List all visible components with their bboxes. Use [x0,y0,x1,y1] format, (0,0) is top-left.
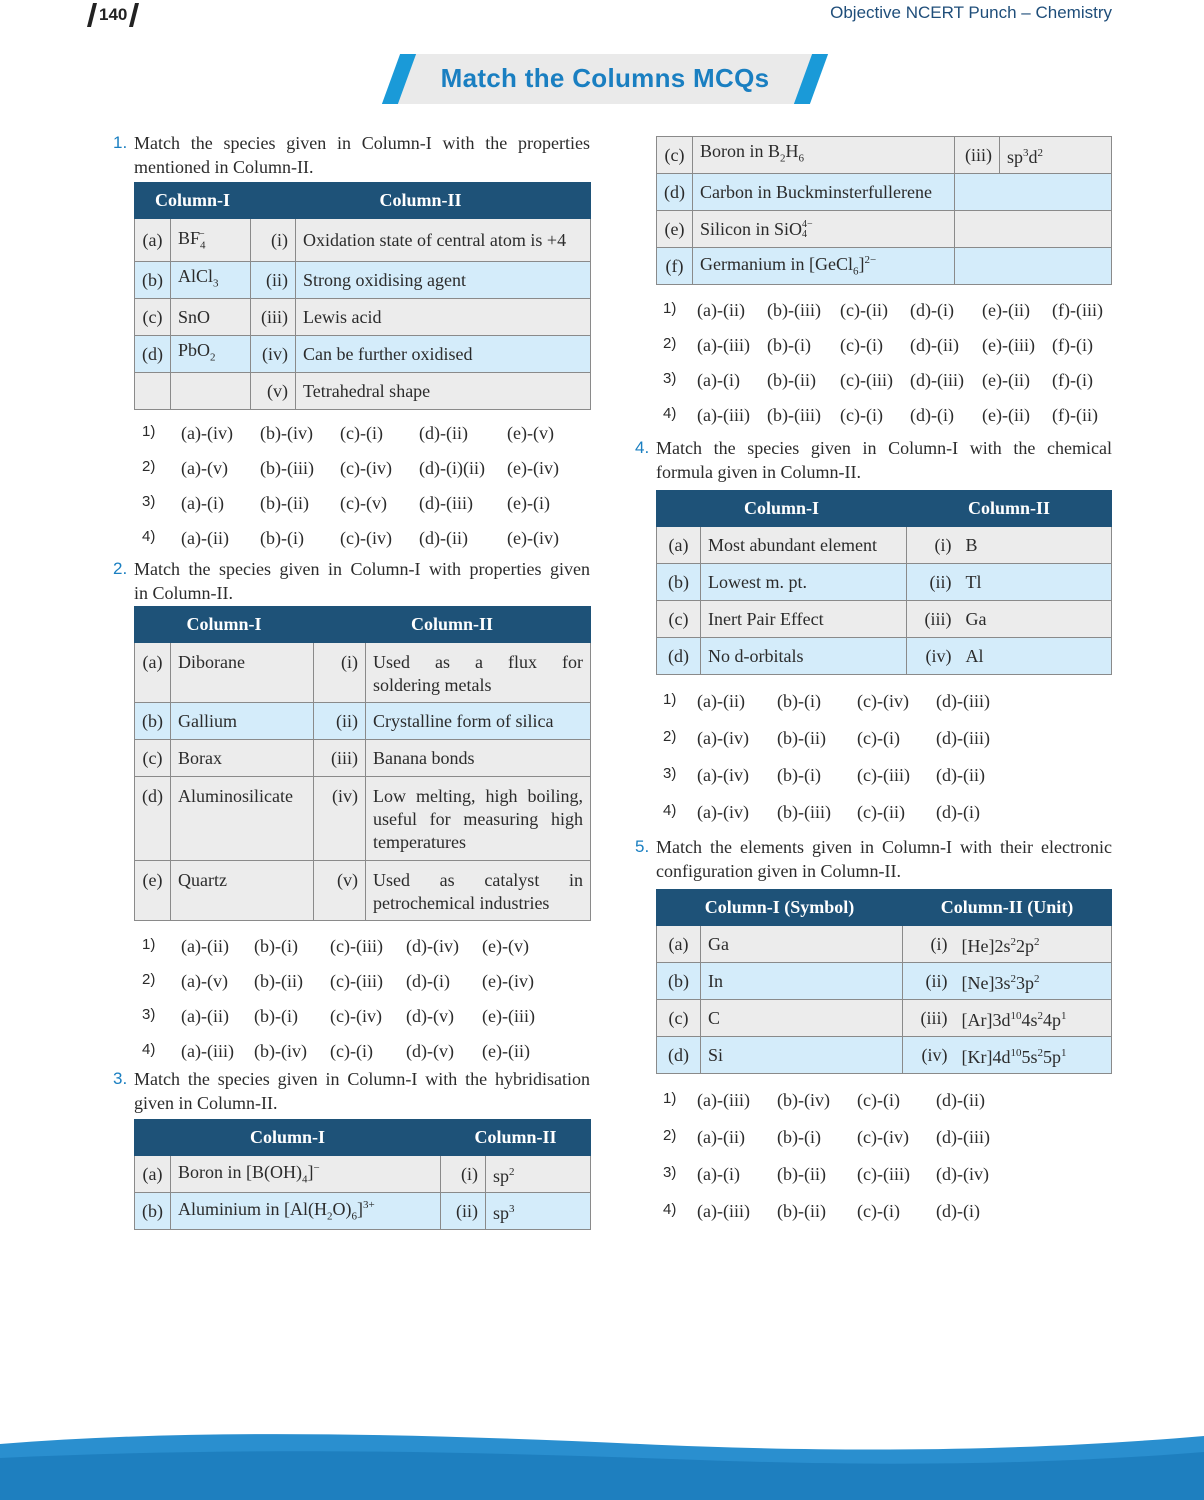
option-pair: (b)-(ii) [777,1164,826,1184]
row-configuration: $[Ne]3s^23p^2$ [955,963,1112,1000]
table-row [135,262,591,299]
option-pair: (b)-(ii) [777,1201,826,1221]
section-banner [381,54,829,104]
option-pair: (c)-(iv) [857,691,909,711]
option-pair: (d)-(i) [406,971,450,991]
row-key: (b) [135,1193,171,1230]
row-species: PbO$_2$ [171,336,251,373]
option-pair: (b)-(i) [777,1127,821,1147]
question-text-line: mentioned in Column-II. [134,157,314,177]
option-pair: (d)-(ii) [419,528,468,548]
table-row [657,137,1112,174]
row-numeral: (iv) [903,1037,955,1074]
table-row [135,643,591,703]
table-row [657,963,1112,1000]
row-species: Gallium [171,703,314,740]
page-number-value: 140 [99,5,128,24]
row-key: (c) [135,299,171,336]
option-number: 4) [663,405,677,422]
question-text-line: configuration given in Column-II. [656,861,901,881]
table-row [657,1037,1112,1074]
row-property: Lewis acid [296,299,591,336]
option-pair: (f)-(ii) [1052,405,1098,425]
option-pair: (d)-(ii) [936,1090,985,1110]
option-pair: (c)-(i) [857,1090,900,1110]
option-pair: (c)-(i) [857,728,900,748]
row-numeral: (i) [251,219,296,262]
option-pair: (e)-(v) [482,936,529,956]
property-line: useful for measuring high [373,809,583,829]
option-pair: (b)-(iii) [260,458,314,478]
option-pair: (e)-(ii) [482,1041,530,1061]
row-numeral: (iv) [314,777,366,861]
option-pair: (a)-(ii) [697,300,745,320]
option-pair: (e)-(v) [507,423,554,443]
option-pair: (d)-(i) [936,802,980,822]
table-row [657,564,1112,601]
table-row [657,638,1112,675]
row-numeral: (iii) [907,601,959,638]
option-pair: (b)-(ii) [260,493,309,513]
column-2-header: Column-II [907,491,1112,527]
match-table-q5 [656,889,1112,1074]
option-pair: (a)-(iv) [697,802,749,822]
row-species: Boron in $B_2H_6$ [693,137,955,174]
column-1-header: Column-I (Symbol) [657,890,903,926]
question-number: 3. [113,1069,128,1088]
row-configuration: $[He]2s^22p^2$ [955,926,1112,963]
row-numeral: (ii) [251,262,296,299]
option-pair: (a)-(iii) [181,1041,234,1061]
option-number: 3) [663,1164,677,1181]
option-pair: (f)-(i) [1052,335,1093,355]
row-numeral: (v) [314,861,366,921]
option-pair: (f)-(i) [1052,370,1093,390]
row-key: (b) [135,262,171,299]
row-key: (b) [135,703,171,740]
option-pair: (b)-(i) [767,335,811,355]
row-key: (c) [657,1000,701,1037]
option-pair: (c)-(i) [340,423,383,443]
row-configuration: $[Ar]3d^{10}4s^24p^1$ [955,1000,1112,1037]
row-key: (e) [135,861,171,921]
option-number: 3) [142,1006,156,1023]
option-pair: (d)-(iii) [910,370,964,390]
option-pair: (c)-(iii) [330,936,383,956]
row-property [366,861,591,921]
option-pair: (a)-(ii) [697,691,745,711]
row-property: Strong oxidising agent [296,262,591,299]
option-pair: (d)-(i) [936,1201,980,1221]
row-hybridisation: $sp^3$ [486,1193,591,1230]
row-numeral: (i) [907,527,959,564]
row-species: Quartz [171,861,314,921]
option-pair: (d)-(iii) [419,493,473,513]
option-pair: (a)-(ii) [181,528,229,548]
question-2 [113,557,590,605]
table-row [657,527,1112,564]
row-key: (f) [657,248,693,285]
row-species: AlCl$_3$ [171,262,251,299]
option-pair: (f)-(iii) [1052,300,1103,320]
option-pair: (d)-(iv) [406,936,459,956]
question-number: 1. [113,133,128,152]
table-row [135,336,591,373]
row-key: (d) [657,1037,701,1074]
row-property: Crystalline form of silica [366,703,591,740]
row-formula: Al [959,638,1112,675]
row-key: (a) [657,926,701,963]
option-number: 4) [663,1201,677,1218]
option-number: 1) [663,300,677,317]
option-pair: (b)-(ii) [254,971,303,991]
row-numeral: (ii) [907,564,959,601]
question-number: 4. [635,438,650,457]
book-title: Objective NCERT Punch – Chemistry [830,3,1112,22]
table-row [135,1156,591,1193]
row-numeral: (ii) [441,1193,486,1230]
match-table-q2 [134,606,591,921]
row-species: No d-orbitals [701,638,907,675]
option-pair: (c)-(iii) [840,370,893,390]
row-numeral: (i) [441,1156,486,1193]
row-key: (b) [657,963,701,1000]
option-pair: (e)-(ii) [982,300,1030,320]
option-pair: (e)-(ii) [982,370,1030,390]
question-5 [635,835,1112,883]
row-species: Borax [171,740,314,777]
option-number: 1) [663,1090,677,1107]
column-1-header: Column-I [135,1120,441,1156]
match-table-q3-part1 [134,1119,591,1230]
table-row [657,926,1112,963]
column-2-header: Column-II [441,1120,591,1156]
option-pair: (d)-(ii) [419,423,468,443]
row-empty [955,211,1112,248]
table-row [135,703,591,740]
option-pair: (e)-(iii) [482,1006,535,1026]
table-row [657,601,1112,638]
option-pair: (c)-(iv) [340,528,392,548]
option-pair: (c)-(i) [330,1041,373,1061]
footer-wave [0,1400,1204,1500]
option-pair: (d)-(iii) [936,1127,990,1147]
option-pair: (b)-(iii) [777,802,831,822]
table-row [657,211,1112,248]
option-number: 3) [142,493,156,510]
column-2-header: Column-II [251,183,591,219]
option-pair: (c)-(iv) [857,1127,909,1147]
property-line: Used as a flux for [373,652,583,672]
property-line: soldering metals [373,675,492,695]
option-number: 1) [142,423,156,440]
option-number: 4) [142,528,156,545]
row-property [366,643,591,703]
row-species: Boron in $[B(OH)_4]^-$ [171,1156,441,1193]
row-numeral: (ii) [903,963,955,1000]
option-number: 4) [142,1041,156,1058]
option-number: 1) [663,691,677,708]
row-numeral: (v) [251,373,296,410]
table-row [657,248,1112,285]
column-2-header: Column-II [314,607,591,643]
option-pair: (b)-(ii) [767,370,816,390]
row-species: Diborane [171,643,314,703]
option-pair: (c)-(iii) [330,971,383,991]
row-key: (a) [135,643,171,703]
row-species: Inert Pair Effect [701,601,907,638]
option-pair: (d)-(v) [406,1041,454,1061]
option-pair: (e)-(iv) [507,458,559,478]
row-numeral: (i) [314,643,366,703]
option-pair: (d)-(ii) [910,335,959,355]
option-pair: (a)-(iv) [697,765,749,785]
section-title: Match the Columns MCQs [440,63,770,93]
row-formula: B [959,527,1112,564]
row-numeral: (iii) [251,299,296,336]
row-formula: Tl [959,564,1112,601]
row-species: Most abundant element [701,527,907,564]
row-key: (c) [657,137,693,174]
row-key: (a) [135,219,171,262]
row-property: Oxidation state of central atom is +4 [296,219,591,262]
option-pair: (a)-(i) [697,1164,740,1184]
option-pair: (c)-(i) [857,1201,900,1221]
match-table-q3-part2 [656,136,1112,285]
question-number: 2. [113,559,128,578]
row-numeral: (iv) [251,336,296,373]
option-pair: (a)-(iii) [697,1090,750,1110]
row-empty [955,248,1112,285]
option-pair: (a)-(iv) [181,423,233,443]
row-key: (c) [657,601,701,638]
table-row [135,1193,591,1230]
table-row [135,219,591,262]
row-formula: Ga [959,601,1112,638]
table-row [135,861,591,921]
option-pair: (b)-(i) [254,936,298,956]
question-text-line: Match the species given in Column-I with properties given [134,559,590,579]
question-3 [113,1067,590,1115]
option-pair: (e)-(iii) [982,335,1035,355]
option-pair: (d)-(v) [406,1006,454,1026]
row-hybridisation: $sp^3d^2$ [1000,137,1112,174]
option-pair: (b)-(iii) [767,300,821,320]
question-text-line: Match the species given in Column-I with the chemical [656,438,1112,458]
table-row [657,174,1112,211]
option-pair: (a)-(v) [181,971,228,991]
row-species: Silicon in SiO 4− 4 [693,211,955,248]
option-pair: (e)-(ii) [982,405,1030,425]
row-species: Carbon in Buckminsterfullerene [693,174,955,211]
option-number: 2) [663,1127,677,1144]
table-row [135,373,591,410]
row-species: Aluminosilicate [171,777,314,861]
row-element: Ga [701,926,903,963]
row-numeral: (iii) [314,740,366,777]
question-number: 5. [635,837,650,856]
option-pair: (d)-(i) [910,405,954,425]
option-pair: (a)-(ii) [181,1006,229,1026]
question-text-line: in Column-II. [134,583,233,603]
option-pair: (b)-(iv) [254,1041,307,1061]
question-text-line: given in Column-II. [134,1093,278,1113]
option-number: 2) [142,971,156,988]
row-key: (e) [657,211,693,248]
question-text-line: Match the elements given in Column-I with their electronic [656,837,1112,857]
row-numeral: (ii) [314,703,366,740]
table-row [135,740,591,777]
option-number: 3) [663,765,677,782]
column-1-header: Column-I [657,491,907,527]
property-line: temperatures [373,832,466,852]
row-property [366,777,591,861]
option-pair: (c)-(v) [340,493,387,513]
option-pair: (e)-(i) [507,493,550,513]
option-pair: (b)-(i) [260,528,304,548]
option-number: 3) [663,370,677,387]
row-numeral: (i) [903,926,955,963]
question-text-line: Match the species given in Column-I with the properties [134,133,590,153]
property-line: Low melting, high boiling, [373,786,583,806]
row-key: (d) [135,336,171,373]
option-number: 1) [142,936,156,953]
option-number: 2) [663,335,677,352]
option-pair: (a)-(iii) [697,1201,750,1221]
option-pair: (b)-(i) [254,1006,298,1026]
option-pair: (d)-(iv) [936,1164,989,1184]
row-property: Tetrahedral shape [296,373,591,410]
column-2-header: Column-II (Unit) [903,890,1112,926]
row-species: $BF_4^-$ [171,219,251,262]
option-pair: (c)-(iv) [330,1006,382,1026]
option-pair: (c)-(ii) [857,802,905,822]
match-table-q4 [656,490,1112,675]
page-number [90,2,136,28]
row-species: Lowest m. pt. [701,564,907,601]
option-pair: (a)-(i) [181,493,224,513]
row-species: Germanium in [GeCl$_6$]$^{2-}$ [693,248,955,285]
question-4 [635,436,1112,484]
row-numeral: (iii) [955,137,1000,174]
row-species [171,373,251,410]
column-1-header: Column-I [135,607,314,643]
row-configuration: $[Kr]4d^{10}5s^25p^1$ [955,1037,1112,1074]
option-pair: (d)-(i) [910,300,954,320]
row-property: Can be further oxidised [296,336,591,373]
option-pair: (a)-(ii) [697,1127,745,1147]
row-key: (d) [657,174,693,211]
column-1-header: Column-I [135,183,251,219]
option-pair: (e)-(iv) [507,528,559,548]
option-pair: (c)-(iv) [340,458,392,478]
row-key: (d) [135,777,171,861]
option-pair: (b)-(i) [777,765,821,785]
property-line: Used as catalyst in [373,870,583,890]
option-pair: (a)-(v) [181,458,228,478]
option-pair: (a)-(i) [697,370,740,390]
row-empty [955,174,1112,211]
row-hybridisation: $sp^2$ [486,1156,591,1193]
row-element: C [701,1000,903,1037]
option-pair: (a)-(iii) [697,335,750,355]
row-numeral: (iv) [907,638,959,675]
option-pair: (d)-(iii) [936,691,990,711]
option-number: 2) [142,458,156,475]
row-numeral: (iii) [903,1000,955,1037]
option-pair: (a)-(ii) [181,936,229,956]
option-pair: (b)-(iv) [777,1090,830,1110]
property-line: petrochemical industries [373,893,550,913]
row-key [135,373,171,410]
option-pair: (c)-(i) [840,335,883,355]
option-pair: (b)-(i) [777,691,821,711]
row-property: Banana bonds [366,740,591,777]
row-key: (a) [135,1156,171,1193]
option-pair: (d)-(ii) [936,765,985,785]
option-pair: (a)-(iii) [697,405,750,425]
option-number: 4) [663,802,677,819]
option-pair: (c)-(i) [840,405,883,425]
option-pair: (c)-(iii) [857,765,910,785]
row-key: (c) [135,740,171,777]
table-row [135,299,591,336]
table-row [657,1000,1112,1037]
option-pair: (c)-(ii) [840,300,888,320]
option-pair: (d)-(i)(ii) [419,458,485,478]
option-pair: (d)-(iii) [936,728,990,748]
option-pair: (a)-(iv) [697,728,749,748]
option-pair: (c)-(iii) [857,1164,910,1184]
question-text-line: formula given in Column-II. [656,462,861,482]
question-1 [113,131,590,179]
row-species: Aluminium in $[Al(H_2O)_6]^{3+}$ [171,1193,441,1230]
row-element: Si [701,1037,903,1074]
option-number: 2) [663,728,677,745]
row-element: In [701,963,903,1000]
row-key: (b) [657,564,701,601]
row-key: (d) [657,638,701,675]
row-key: (a) [657,527,701,564]
row-species: SnO [171,299,251,336]
option-pair: (b)-(iii) [767,405,821,425]
question-text-line: Match the species given in Column-I with the hybridisation [134,1069,590,1089]
option-pair: (b)-(ii) [777,728,826,748]
match-table-q1 [134,182,591,410]
option-pair: (e)-(iv) [482,971,534,991]
option-pair: (b)-(iv) [260,423,313,443]
table-row [135,777,591,861]
